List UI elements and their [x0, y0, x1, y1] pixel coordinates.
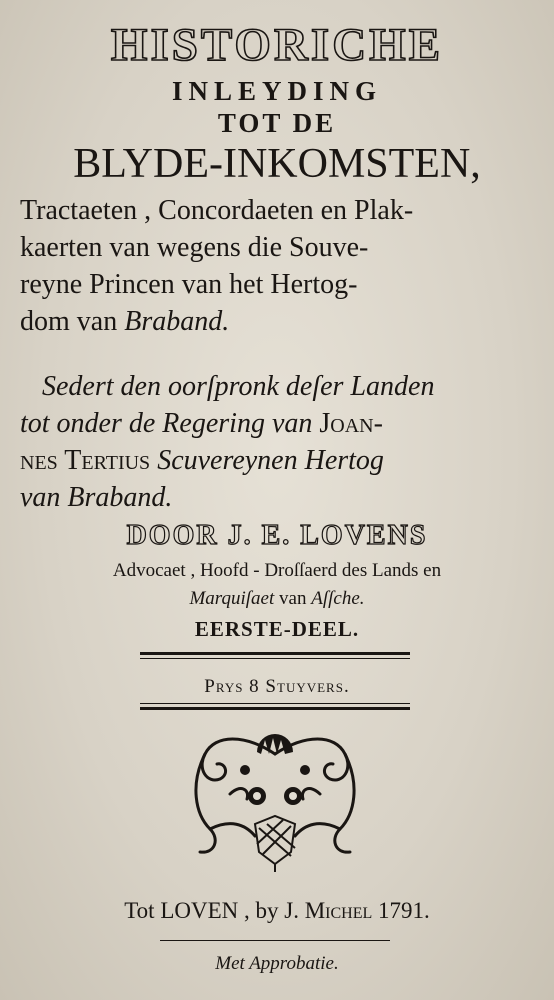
- double-rule-top: [140, 652, 410, 655]
- role-van: van: [279, 588, 307, 609]
- subtitle-line-last: [20, 303, 540, 340]
- sedert-name-1: Joan-: [319, 408, 383, 439]
- sedert-line-2-text: tot onder de Regering van: [20, 408, 313, 439]
- sedert-line-3: [20, 442, 540, 479]
- subtitle-line: kaerten van wegens die Souve-: [20, 232, 369, 263]
- imprint-year: 1791.: [378, 898, 430, 923]
- sedert-name-2: nes Tertius: [20, 445, 151, 476]
- floral-cartouche-icon: [185, 724, 365, 874]
- author-role-line-1: Advocaet , Hoofd - Droſſaerd des Lands en: [112, 560, 442, 581]
- imprint-printer: Michel: [304, 898, 373, 923]
- subtitle-line: Tractaeten , Concordaeten en Plak-: [20, 195, 414, 226]
- sedert-line-4: van Braband.: [20, 482, 173, 513]
- subtitle-place: Braband.: [124, 306, 230, 337]
- double-rule-top-thin: [140, 658, 410, 659]
- sedert-line-3-text: Scuvereynen Hertog: [157, 445, 384, 476]
- subtitle-line-text: dom van: [20, 306, 118, 337]
- sedert-paragraph: [20, 368, 540, 516]
- sedert-line-1: Sedert den oorſpronk deſer Landen: [42, 371, 435, 402]
- author-role-line-2: [0, 588, 554, 610]
- title-tot-de: TOT DE: [217, 108, 337, 138]
- subtitle-line: reyne Princen van het Hertog-: [20, 269, 358, 300]
- double-rule-bottom-thin: [140, 703, 410, 704]
- imprint-line: [0, 898, 554, 924]
- title-blyde-inkomsten: BLYDE-INKOMSTEN,: [73, 141, 481, 187]
- title-historiche: HISTORICHE: [110, 19, 444, 71]
- volume-label: EERSTE-DEEL.: [194, 617, 360, 641]
- subtitle-paragraph: [20, 192, 540, 340]
- price-label: Prys 8 Stuyvers.: [204, 676, 350, 697]
- approbation-line: Met Approbatie.: [215, 953, 339, 974]
- double-rule-bottom: [140, 707, 410, 710]
- imprint-rule: [160, 940, 390, 941]
- role-assche: Aſſche.: [311, 588, 365, 609]
- title-inleyding: INLEYDING: [171, 76, 383, 106]
- sedert-line-2: [20, 405, 540, 442]
- imprint-place: Tot LOVEN , by J.: [124, 898, 299, 923]
- author-line: DOOR J. E. LOVENS: [126, 520, 428, 551]
- role-marquisaet: Marquiſaet: [189, 588, 275, 609]
